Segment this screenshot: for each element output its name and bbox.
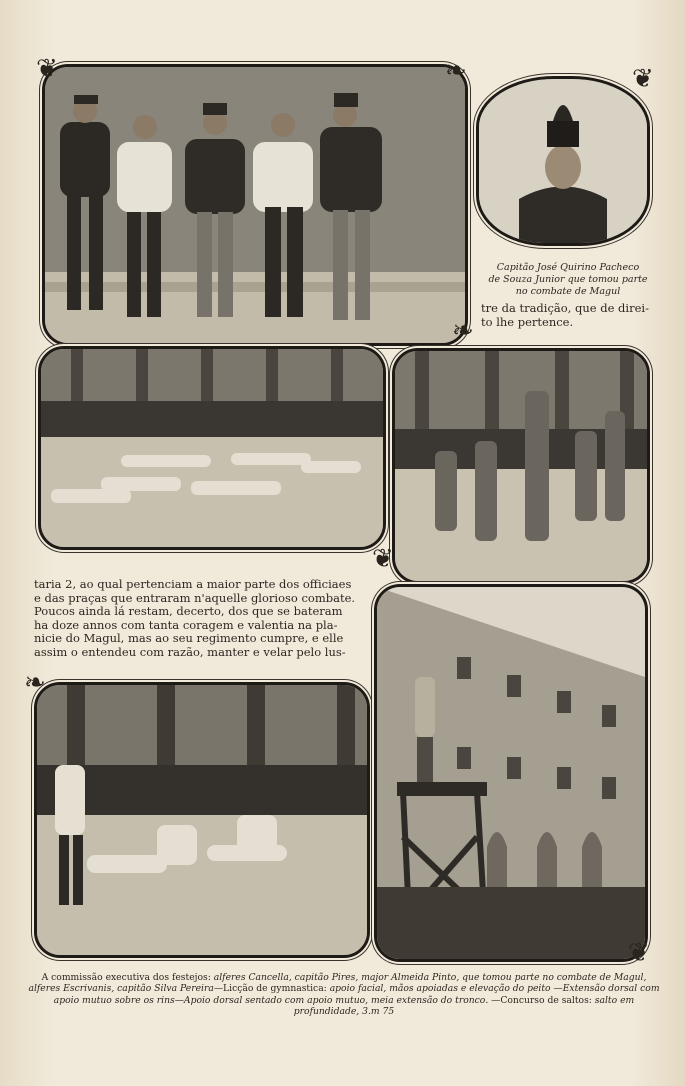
caption-part2: alferes Cancella, capitão Pires, major Almeida Pinto, que tomou parte no combate de Magul, alferes Escrivanis, capitão Silva Pereira <box>28 972 647 995</box>
figure-caption <box>28 972 660 1017</box>
photo-gym-left <box>38 346 386 550</box>
photo-jump-graphic <box>377 587 645 959</box>
caption-part1: A commissão executiva dos festejos: <box>41 972 214 983</box>
caption-part6: Extensão dorsal com apoio mutuo sobre os rins—Apoio dorsal sentado com apoio mutuo, meia extensão do tronco <box>53 983 660 1006</box>
photo-officers-graphic <box>45 67 465 343</box>
caption-part4: apoio facial, mãos apoiadas e elevação do peito <box>329 983 551 995</box>
text-mid-line3: Poucos ainda lá restam, decerto, dos que se bateram <box>34 604 343 619</box>
photo-gym-right <box>392 348 650 584</box>
text-mid-line1: taria 2, ao qual pertenciam a maior parte dos officiaes <box>34 577 352 591</box>
text-top-line1: tre da tradição, que de direi- <box>481 301 649 315</box>
photo-jump <box>374 584 648 962</box>
text-top-line2: to lhe pertence. <box>481 314 574 329</box>
photo-officers <box>42 64 468 346</box>
photo-portrait-graphic <box>479 79 647 243</box>
photo-gym-right-graphic <box>395 351 647 581</box>
photo-portrait <box>476 76 650 246</box>
text-mid-line6: assim o entendeu com razão, manter e velar pelo lus- <box>34 644 346 659</box>
photo-gym-bottom-left-graphic <box>37 685 367 955</box>
photo-gym-bottom-left <box>34 682 370 958</box>
portrait-caption-line1: Capitão José Quirino Pacheco <box>496 262 640 273</box>
scroll-ornament-icon: ❧ <box>452 316 474 346</box>
scroll-ornament-icon: ❦ <box>628 938 650 968</box>
text-block-middle <box>34 578 370 660</box>
portrait-caption-line2: de Souza Junior que tomou parte <box>488 274 648 285</box>
caption-part3: —Licção de gymnastica: <box>213 983 330 995</box>
caption-part8: salto em profundidade, 3.m 75 <box>293 994 635 1017</box>
scroll-ornament-icon: ❦ <box>372 544 394 574</box>
caption-part7: . —Concurso de saltos: <box>485 994 595 1006</box>
portrait-caption-line3: no combate de Magul <box>515 286 621 297</box>
text-mid-line4: ha doze annos com tanta coragem e valentia na pla- <box>34 617 338 632</box>
scroll-ornament-icon: ❦ <box>36 54 58 84</box>
portrait-caption <box>478 262 658 298</box>
text-mid-line5: nicie do Magul, mas ao seu regimento cumpre, e elle <box>34 631 344 646</box>
caption-part5: — <box>550 983 563 995</box>
text-mid-line2: e das praças que entraram n'aquelle glorioso combate. <box>34 590 356 605</box>
photo-gym-left-graphic <box>41 349 383 547</box>
scroll-ornament-icon: ❧ <box>24 668 46 698</box>
scroll-ornament-icon: ❧ <box>445 56 467 86</box>
text-block-top <box>481 302 653 329</box>
scroll-ornament-icon: ❦ <box>632 64 654 94</box>
